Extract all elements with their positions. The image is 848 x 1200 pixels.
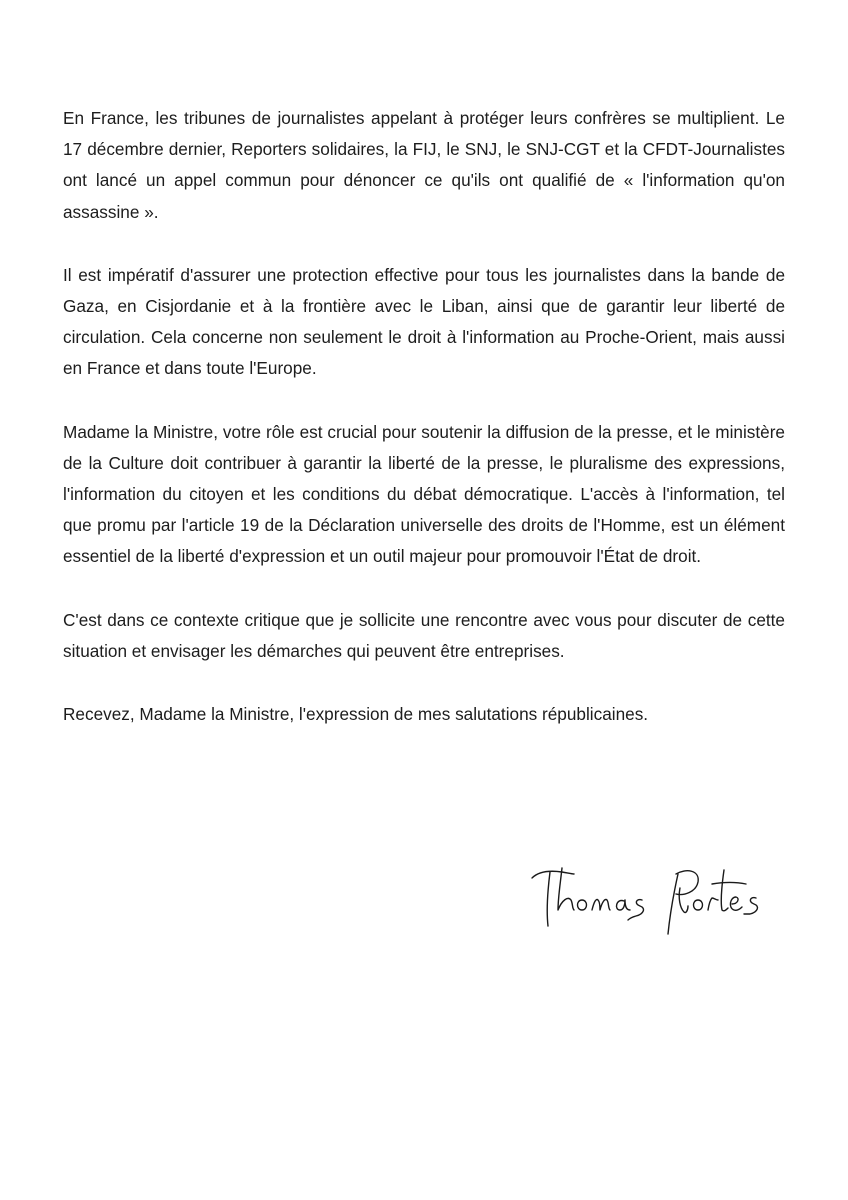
paragraph-protection-demand: Il est impératif d'assurer une protection effective pour tous les journalistes dans la bande de Gaza, en Cisjordanie et à la frontière avec le Liban, ainsi que de garantir leur liberté de circulation. Cela concerne non seulement le droit à l'information au Proche-Orient, mais aussi en France et dans toute l'Europe. [63, 264, 785, 379]
handwritten-signature [528, 848, 778, 938]
letter-body [63, 103, 785, 762]
paragraph-journalist-tribunes: En France, les tribunes de journalistes appelant à protéger leurs confrères se multiplient. Le 17 décembre dernier, Reporters solidaires, la FIJ, le SNJ, le SNJ-CGT et la CFDT-Journalistes ont lancé un appel commun pour dénoncer ce qu'ils ont qualifié de « l'information qu'on assassine ». [63, 108, 785, 222]
paragraph-meeting-request: C'est dans ce contexte critique que je sollicite une rencontre avec vous pour discuter de cette situation et envisager les démarches qui peuvent être entreprises. [63, 609, 785, 661]
paragraph-minister-role: Madame la Ministre, votre rôle est crucial pour soutenir la diffusion de la presse, et le ministère de la Culture doit contribuer à garantir la liberté de la presse, le pluralisme des expressions, l'information du citoyen et les conditions du débat démocratique. L'accès à l'information, tel que promu par l'article 19 de la Déclaration universelle des droits de l'Homme, est un élément essentiel de la liberté d'expression et un outil majeur pour promouvoir l'État de droit. [63, 421, 785, 567]
closing-salutation: Recevez, Madame la Ministre, l'expression de mes salutations républicaines. [63, 704, 649, 725]
